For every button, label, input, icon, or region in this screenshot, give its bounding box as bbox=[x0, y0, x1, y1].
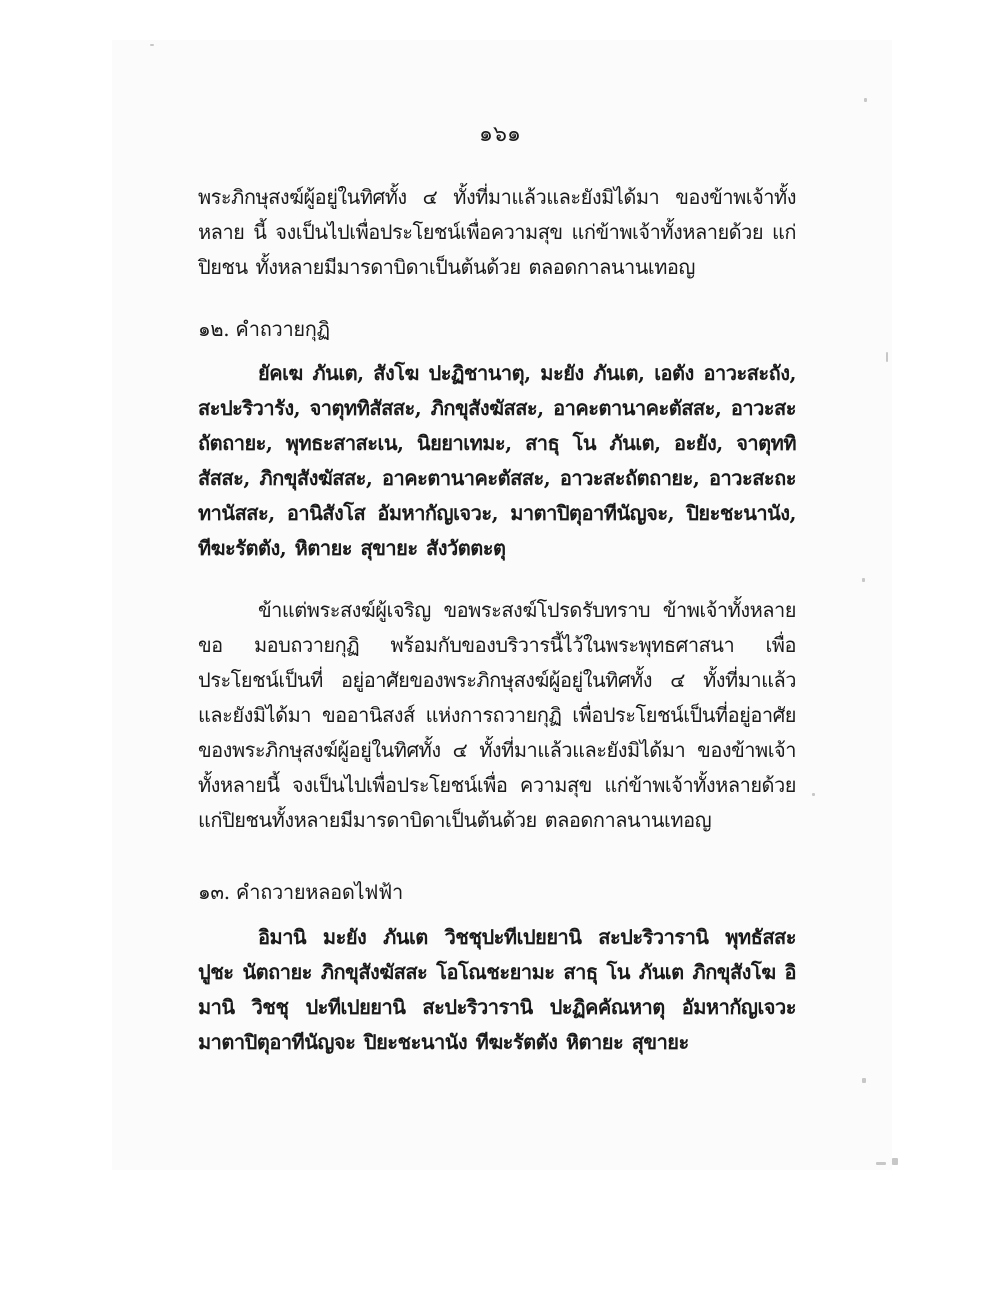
section-lamp bbox=[198, 875, 796, 910]
pali-verse: อิมานิ มะยัง ภันเต วิชชุปะทีเปยยานิ สะปะริวารานิ พุทธัสสะ ปูชะ นัตถายะ ภิกขุสังฆัสสะ โอโณชะยามะ สาธุ โน ภันเต ภิกขุสังโฆ อิมานิ วิชชุ ปะทีเปยยานิ สะปะริวารานิ ปะฏิคคัณหาตุ อัมหากัญเจวะ มาตาปิตุอาทีนัญจะ ปิยะชะนานัง ทีฆะรัตตัง หิตายะ สุขายะ bbox=[198, 925, 796, 1054]
scan-speck bbox=[812, 793, 815, 796]
scan-speck bbox=[150, 44, 154, 46]
pali-verse: ยัคเฆ ภันเต, สังโฆ ปะฏิชานาตุ, มะยัง ภันเต, เอตัง อาวะสะถัง, สะปะริวารัง, จาตุททิสัสสะ, ภิกขุสังฆัสสะ, อาคะตานาคะตัสสะ, อาวะสะถัตถายะ, พุทธะสาสะเน, นิยยาเทมะ, สาธุ โน ภันเต, อะยัง, จาตุททิสัสสะ, ภิกขุสังฆัสสะ, อาคะตานาคะตัสสะ, อาวะสะถัตถายะ, อาวะสะถะทานัสสะ, อานิสังโส อัมหากัญเจวะ, มาตาปิตุอาทีนัญจะ, ปิยะชะนานัง, ทีฆะรัตตัง, หิตายะ สุขายะ สังวัตตะตุ bbox=[198, 361, 796, 560]
section-lamp-pali-block bbox=[198, 920, 796, 1060]
scan-speck bbox=[862, 1078, 866, 1083]
section-robe-house bbox=[198, 312, 796, 347]
section-heading: ๑๓. คำถวายหลอดไฟฟ้า bbox=[198, 880, 403, 904]
thai-translation: ข้าแต่พระสงฆ์ผู้เจริญ ขอพระสงฆ์โปรดรับทราบ ข้าพเจ้าทั้งหลายขอ มอบถวายกุฏิ พร้อมกับของบริวารนี้ไว้ในพระพุทธศาสนา เพื่อประโยชน์เป็นที่ อยู่อาศัยของพระภิกษุสงฆ์ผู้อยู่ในทิศทั้ง ๔ ทั้งที่มาแล้วและยังมิได้มา ขออานิสงส์ แห่งการถวายกุฏิ เพื่อประโยชน์เป็นที่อยู่อาศัยของพระภิกษุสงฆ์ผู้อยู่ในทิศทั้ง ๔ ทั้งที่มาแล้วและยังมิได้มา ของข้าพเจ้าทั้งหลายนี้ จงเป็นไปเพื่อประโยชน์เพื่อ ความสุข แก่ข้าพเจ้าทั้งหลายด้วยแก่ปิยชนทั้งหลายมีมารดาบิดาเป็นต้นด้วย ตลอดกาลนานเทอญ bbox=[198, 598, 796, 832]
scan-speck bbox=[876, 1162, 886, 1165]
section-kuti-pali-block bbox=[198, 356, 796, 566]
intro-block bbox=[198, 180, 796, 285]
scan-speck bbox=[892, 1158, 898, 1165]
intro-paragraph: พระภิกษุสงฆ์ผู้อยู่ในทิศทั้ง ๔ ทั้งที่มาแล้วและยังมิได้มา ของข้าพเจ้าทั้งหลาย นี้ จงเป็นไปเพื่อประโยชน์เพื่อความสุข แก่ข้าพเจ้าทั้งหลายด้วย แก่ปิยชน ทั้งหลายมีมารดาบิดาเป็นต้นด้วย ตลอดกาลนานเทอญ bbox=[198, 185, 796, 279]
page-number: ๑๖๑ bbox=[479, 122, 521, 147]
scan-speck bbox=[886, 352, 888, 362]
section-kuti-thai-block bbox=[198, 593, 796, 838]
scan-speck bbox=[862, 578, 865, 582]
section-heading: ๑๒. คำถวายกุฏิ bbox=[198, 317, 330, 341]
scan-speck bbox=[864, 98, 867, 102]
